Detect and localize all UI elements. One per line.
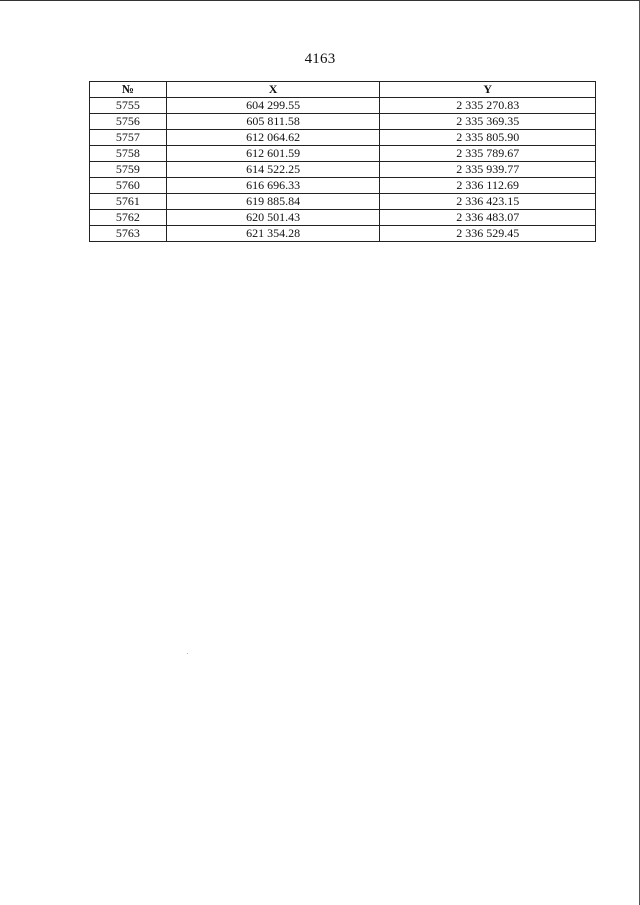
cell-number: 5763 bbox=[90, 226, 167, 242]
cell-y: 2 336 529.45 bbox=[380, 226, 596, 242]
table-row bbox=[90, 178, 596, 194]
cell-number: 5757 bbox=[90, 130, 167, 146]
cell-number: 5761 bbox=[90, 194, 167, 210]
table-row bbox=[90, 130, 596, 146]
cell-number: 5762 bbox=[90, 210, 167, 226]
table-header-row bbox=[90, 82, 596, 98]
cell-number: 5760 bbox=[90, 178, 167, 194]
cell-number: 5756 bbox=[90, 114, 167, 130]
cell-number: 5755 bbox=[90, 98, 167, 114]
header-x: X bbox=[166, 82, 380, 98]
cell-y: 2 335 270.83 bbox=[380, 98, 596, 114]
cell-x: 605 811.58 bbox=[166, 114, 380, 130]
header-number: № bbox=[90, 82, 167, 98]
table-row bbox=[90, 98, 596, 114]
cell-x: 604 299.55 bbox=[166, 98, 380, 114]
cell-x: 614 522.25 bbox=[166, 162, 380, 178]
cell-number: 5758 bbox=[90, 146, 167, 162]
table-row bbox=[90, 114, 596, 130]
cell-x: 621 354.28 bbox=[166, 226, 380, 242]
cell-x: 620 501.43 bbox=[166, 210, 380, 226]
cell-x: 612 064.62 bbox=[166, 130, 380, 146]
cell-number: 5759 bbox=[90, 162, 167, 178]
table-row bbox=[90, 146, 596, 162]
cell-y: 2 335 939.77 bbox=[380, 162, 596, 178]
table-row bbox=[90, 194, 596, 210]
cell-y: 2 335 369.35 bbox=[380, 114, 596, 130]
cell-x: 612 601.59 bbox=[166, 146, 380, 162]
cell-y: 2 336 423.15 bbox=[380, 194, 596, 210]
cell-y: 2 336 112.69 bbox=[380, 178, 596, 194]
cell-x: 616 696.33 bbox=[166, 178, 380, 194]
cell-y: 2 335 805.90 bbox=[380, 130, 596, 146]
header-y: Y bbox=[380, 82, 596, 98]
page-number: 4163 bbox=[304, 51, 336, 67]
table-row bbox=[90, 226, 596, 242]
cell-y: 2 336 483.07 bbox=[380, 210, 596, 226]
coordinates-table bbox=[89, 81, 596, 242]
scan-speck bbox=[187, 653, 188, 654]
cell-y: 2 335 789.67 bbox=[380, 146, 596, 162]
table-row bbox=[90, 210, 596, 226]
table-row bbox=[90, 162, 596, 178]
cell-x: 619 885.84 bbox=[166, 194, 380, 210]
